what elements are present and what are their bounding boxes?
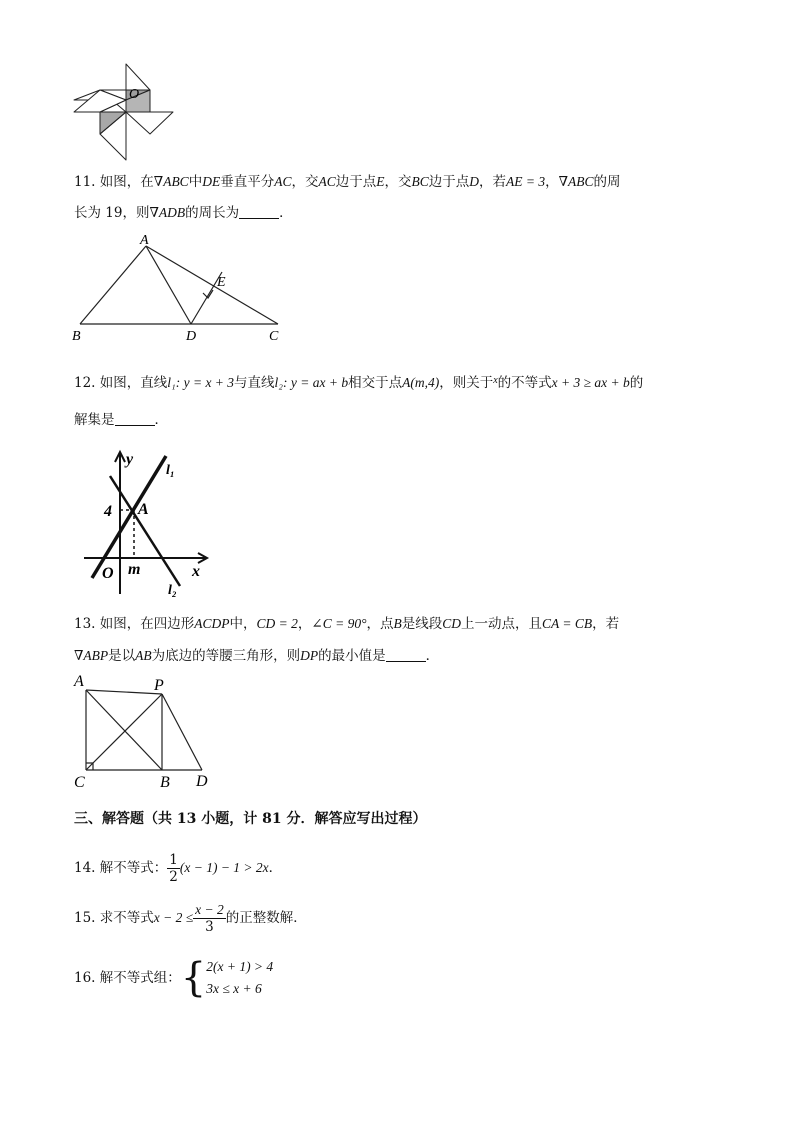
q11-label-d: D [186, 329, 197, 344]
q12-label-a: A [138, 501, 149, 518]
q13-answer-blank[interactable] [386, 647, 426, 662]
q12-label-o: O [102, 565, 114, 582]
q11-label-c: C [269, 329, 279, 344]
q13-label-p: P [154, 677, 164, 694]
q12-line1: 12. 如图，直线l₁: y = x + 3与直线l₂: y = ax + b相交于点A(m,4)，则关于$^x$的不等式x + 3 ≥ ax + b的 [74, 375, 644, 391]
q12-label-m: m [128, 561, 141, 578]
q15: 15. 求不等式 x − 2 ≤ $\frac{x - 2}{3}$ 的正整数解． [74, 901, 307, 935]
q11-label-a: A [140, 233, 149, 248]
right-angle-mark [203, 290, 213, 298]
system-brace: { [180, 955, 207, 1001]
q13-label-a: A [74, 673, 84, 690]
q12-label-l1: l₁ [166, 463, 175, 478]
segment-pd [162, 694, 202, 770]
q15-fraction: $\frac{x - 2}{3}$ [195, 901, 224, 935]
q12-label-4: 4 [104, 503, 112, 520]
q14-fraction: $\frac{1}{2}$ [169, 851, 178, 885]
q12-line2: 解集是 ． [74, 412, 168, 428]
q11-triangle-figure [66, 232, 288, 344]
q12-answer-blank[interactable] [115, 411, 155, 426]
q13-line1: 13. 如图，在四边形ACDP中，CD = 2，∠C = 90°，点B是线段CD上一动点，且CA = CB，若 [74, 616, 620, 632]
q11-label-b: B [72, 329, 81, 344]
pinwheel-blade-right [126, 112, 173, 134]
q11-answer-blank[interactable] [239, 204, 279, 219]
q14: 14. 解不等式： $\frac{1}{2}$ (x − 1) − 1 > 2x ． [74, 851, 283, 885]
q12-label-y: y [126, 451, 134, 468]
q13-label-d: D [196, 773, 208, 790]
segment-ac [146, 246, 278, 324]
q11-label-e: E [217, 275, 226, 290]
q13-quadrilateral-figure [70, 672, 220, 792]
q13-label-b: B [160, 774, 170, 791]
pinwheel-figure [70, 62, 178, 162]
section-heading: 三、解答题（共 13 小题，计 81 分．解答应写出过程） [74, 811, 427, 827]
q13-line2: ∇ABP是以AB为底边的等腰三角形，则DP的最小值是 ． [74, 648, 440, 664]
q12-label-x: x [192, 563, 200, 580]
inequality-system: 2(x + 1) > 4 3x ≤ x + 6 [206, 959, 274, 996]
q13-label-c: C [74, 774, 85, 791]
pinwheel-label-o: O [129, 87, 140, 102]
q12-graph-figure [82, 448, 214, 598]
q11-line1: 11. 如图，在∇ABC中DE垂直平分AC，交AC边于点E，交BC边于点D，若AE = 3，∇ABC的周 [74, 174, 621, 190]
segment-ap [86, 690, 162, 694]
q11-line2: 长为 19，则∇ADB的周长为 ． [74, 205, 293, 221]
pinwheel-blade-left2 [74, 90, 126, 112]
q12-label-l2: l₂ [168, 583, 177, 598]
segment-ad [146, 246, 191, 324]
q16: 16. 解不等式组： { 2(x + 1) > 4 3x ≤ x + 6 [74, 955, 274, 1001]
segment-ab [80, 246, 146, 324]
